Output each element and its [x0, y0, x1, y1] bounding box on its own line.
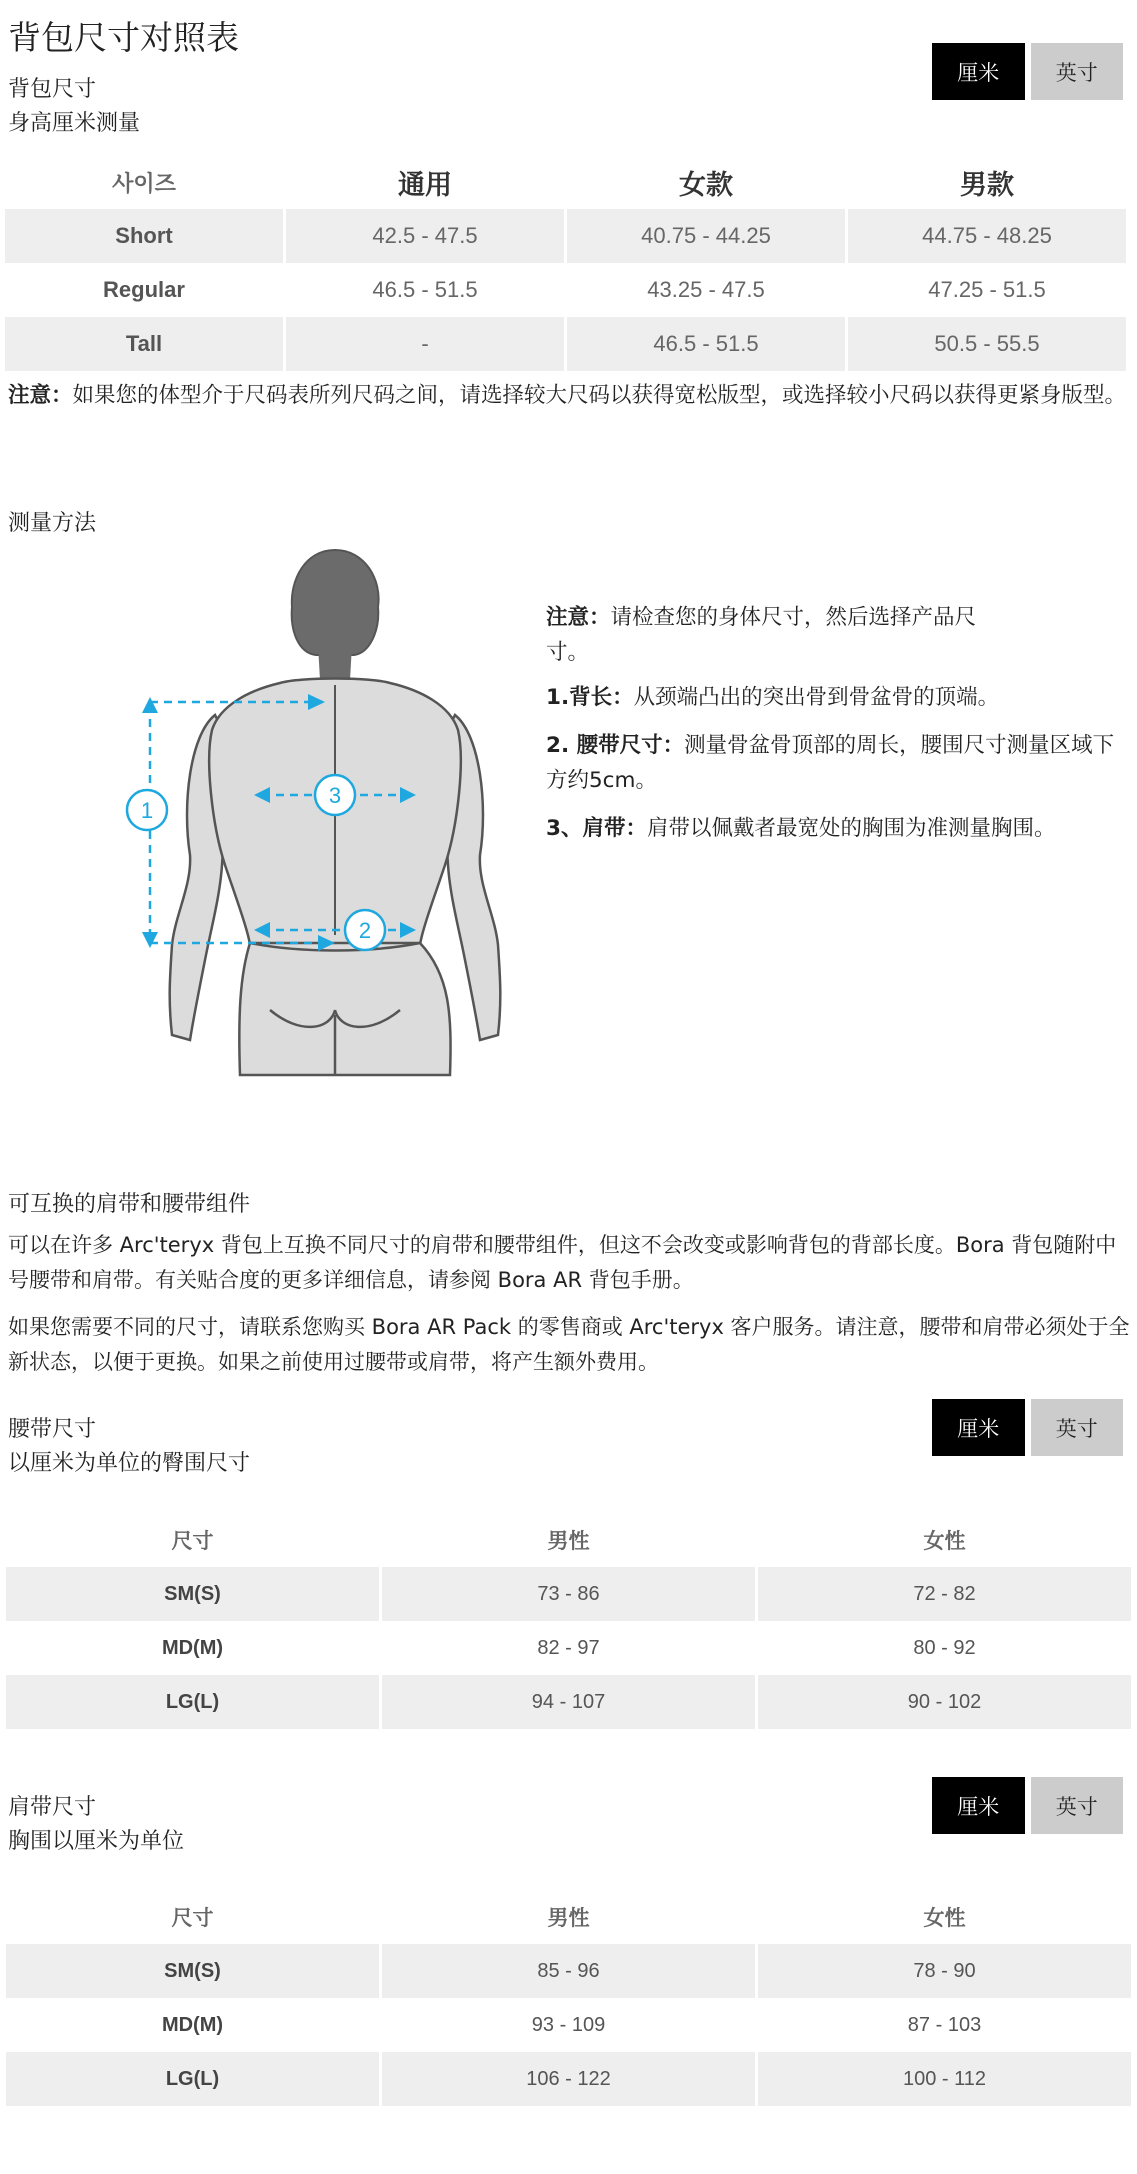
arrow-head	[142, 932, 158, 948]
table-row	[5, 209, 1126, 263]
column-header-size: 사이즈	[112, 170, 176, 196]
cell-women: 80 - 92	[913, 1636, 976, 1659]
cell-unisex: 42.5 - 47.5	[286, 209, 564, 263]
cell-men: 106 - 122	[382, 2052, 755, 2106]
table-row	[5, 263, 1126, 317]
cell-men: 44.75 - 48.25	[848, 209, 1126, 263]
table-row	[6, 1675, 1131, 1729]
marker-3-label: 3	[328, 783, 342, 808]
row-size: LG(L)	[6, 2052, 379, 2106]
note-text: 如果您的体型介于尺码表所列尺码之间，请选择较大尺码以获得宽松版型，或选择较小尺码以获得更紧身版型。	[72, 383, 1127, 408]
row-size: MD(M)	[161, 2013, 224, 2036]
cell-men: 93 - 109	[531, 2013, 606, 2036]
hipbelt-subheading: 以厘米为单位的臀围尺寸	[8, 1451, 251, 1476]
measure-step-1	[546, 680, 1121, 715]
table-header-row	[5, 155, 1126, 209]
pack-size-table	[2, 155, 1129, 371]
cm-button[interactable]: 厘米	[932, 1777, 1025, 1834]
table-header-row	[6, 1513, 1131, 1567]
column-header-men: 男性	[547, 1530, 590, 1553]
cell-women: 90 - 102	[758, 1675, 1131, 1729]
row-size: Short	[5, 209, 283, 263]
table-row	[6, 1998, 1131, 2052]
column-header-women: 女性	[923, 1907, 966, 1930]
step-2-text: 测量骨盆骨顶部的周长，腰围尺寸测量区域下方约5cm。	[546, 733, 1115, 793]
row-size: Regular	[103, 277, 185, 302]
column-header-size: 尺寸	[171, 1907, 214, 1930]
cell-men: 73 - 86	[382, 1567, 755, 1621]
measure-step-3	[546, 811, 1121, 846]
arrow-head	[142, 697, 158, 713]
cell-men: 85 - 96	[382, 1944, 755, 1998]
step-3-label: 3、肩带：	[546, 816, 647, 841]
interchangeable-paragraph-2: 如果您需要不同的尺寸，请联系您购买 Bora AR Pack 的零售商或 Arc'teryx 客户服务。请注意，腰带和肩带必须处于全新状态，以便于更换。如果之前使用过腰带或肩带，将产生额外费用。	[8, 1315, 1130, 1374]
inch-button[interactable]: 英寸	[1031, 43, 1124, 100]
pack-size-unit-toggle	[932, 43, 1123, 100]
inch-button[interactable]: 英寸	[1031, 1399, 1124, 1456]
pack-size-heading: 背包尺寸	[8, 77, 97, 102]
column-header-women: 女性	[923, 1530, 966, 1553]
measure-step-2	[546, 728, 1121, 798]
shoulder-subheading: 胸围以厘米为单位	[8, 1829, 185, 1854]
cell-women: 100 - 112	[758, 2052, 1131, 2106]
shoulder-heading: 肩带尺寸	[8, 1795, 97, 1820]
cell-men: 94 - 107	[382, 1675, 755, 1729]
head-shape	[292, 550, 379, 655]
column-header-size: 尺寸	[171, 1530, 214, 1553]
cell-women: 78 - 90	[758, 1944, 1131, 1998]
column-header-men: 男性	[547, 1907, 590, 1930]
shoulder-table	[3, 1890, 1134, 2106]
step-1-text: 从颈端凸出的突出骨到骨盆骨的顶端。	[633, 685, 1000, 710]
measure-note	[546, 600, 1006, 670]
cell-women: 87 - 103	[907, 2013, 982, 2036]
pack-size-note	[8, 378, 1133, 413]
cell-men: 50.5 - 55.5	[848, 317, 1126, 371]
body-measurement-figure	[120, 545, 520, 1080]
row-size: SM(S)	[6, 1944, 379, 1998]
interchangeable-paragraph-1: 可以在许多 Arc'teryx 背包上互换不同尺寸的肩带和腰带组件，但这不会改变或影响背包的背部长度。Bora 背包随附中号腰带和肩带。有关贴合度的更多详细信息，请参阅 Bora AR 背包手册。	[8, 1233, 1117, 1292]
step-2-label: 2. 腰带尺寸：	[546, 733, 685, 758]
pack-size-subheading: 身高厘米测量	[8, 111, 141, 136]
column-header-men: 男款	[960, 169, 1014, 200]
column-header-unisex: 通用	[398, 169, 452, 200]
table-row	[6, 1621, 1131, 1675]
marker-1-label: 1	[140, 798, 154, 823]
row-size: MD(M)	[161, 1636, 224, 1659]
hipbelt-table	[3, 1513, 1134, 1729]
cell-women: 40.75 - 44.25	[567, 209, 845, 263]
measure-instructions	[546, 600, 1006, 683]
measure-note-text: 请检查您的身体尺寸，然后选择产品尺寸。	[546, 605, 977, 665]
table-header-row	[6, 1890, 1131, 1944]
step-3-text: 肩带以佩戴者最宽处的胸围为准测量胸围。	[646, 816, 1056, 841]
cell-unisex: -	[286, 317, 564, 371]
measure-note-label: 注意：	[546, 605, 611, 630]
cm-button[interactable]: 厘米	[932, 43, 1025, 100]
interchangeable-heading: 可互换的肩带和腰带组件	[8, 1192, 251, 1217]
table-row	[6, 1567, 1131, 1621]
column-header-women: 女款	[679, 169, 733, 200]
inch-button[interactable]: 英寸	[1031, 1777, 1124, 1834]
table-row	[6, 1944, 1131, 1998]
cell-men: 47.25 - 51.5	[928, 277, 1046, 302]
page-title: 背包尺寸对照表	[8, 18, 239, 57]
cell-women: 72 - 82	[758, 1567, 1131, 1621]
cell-men: 82 - 97	[537, 1636, 600, 1659]
measure-steps	[546, 680, 1121, 859]
neck-shape	[318, 645, 352, 680]
hips-shape	[239, 943, 450, 1075]
hipbelt-unit-toggle	[932, 1399, 1123, 1456]
cell-women: 43.25 - 47.5	[647, 277, 765, 302]
row-size: Tall	[5, 317, 283, 371]
cell-unisex: 46.5 - 51.5	[372, 277, 478, 302]
cell-women: 46.5 - 51.5	[567, 317, 845, 371]
step-1-label: 1.背长：	[546, 685, 634, 710]
cm-button[interactable]: 厘米	[932, 1399, 1025, 1456]
row-size: LG(L)	[6, 1675, 379, 1729]
table-row	[6, 2052, 1131, 2106]
hipbelt-heading: 腰带尺寸	[8, 1417, 97, 1442]
row-size: SM(S)	[6, 1567, 379, 1621]
note-label: 注意：	[8, 383, 73, 408]
shoulder-unit-toggle	[932, 1777, 1123, 1834]
measure-heading: 测量方法	[8, 511, 97, 536]
marker-2-label: 2	[358, 918, 372, 943]
table-row	[5, 317, 1126, 371]
